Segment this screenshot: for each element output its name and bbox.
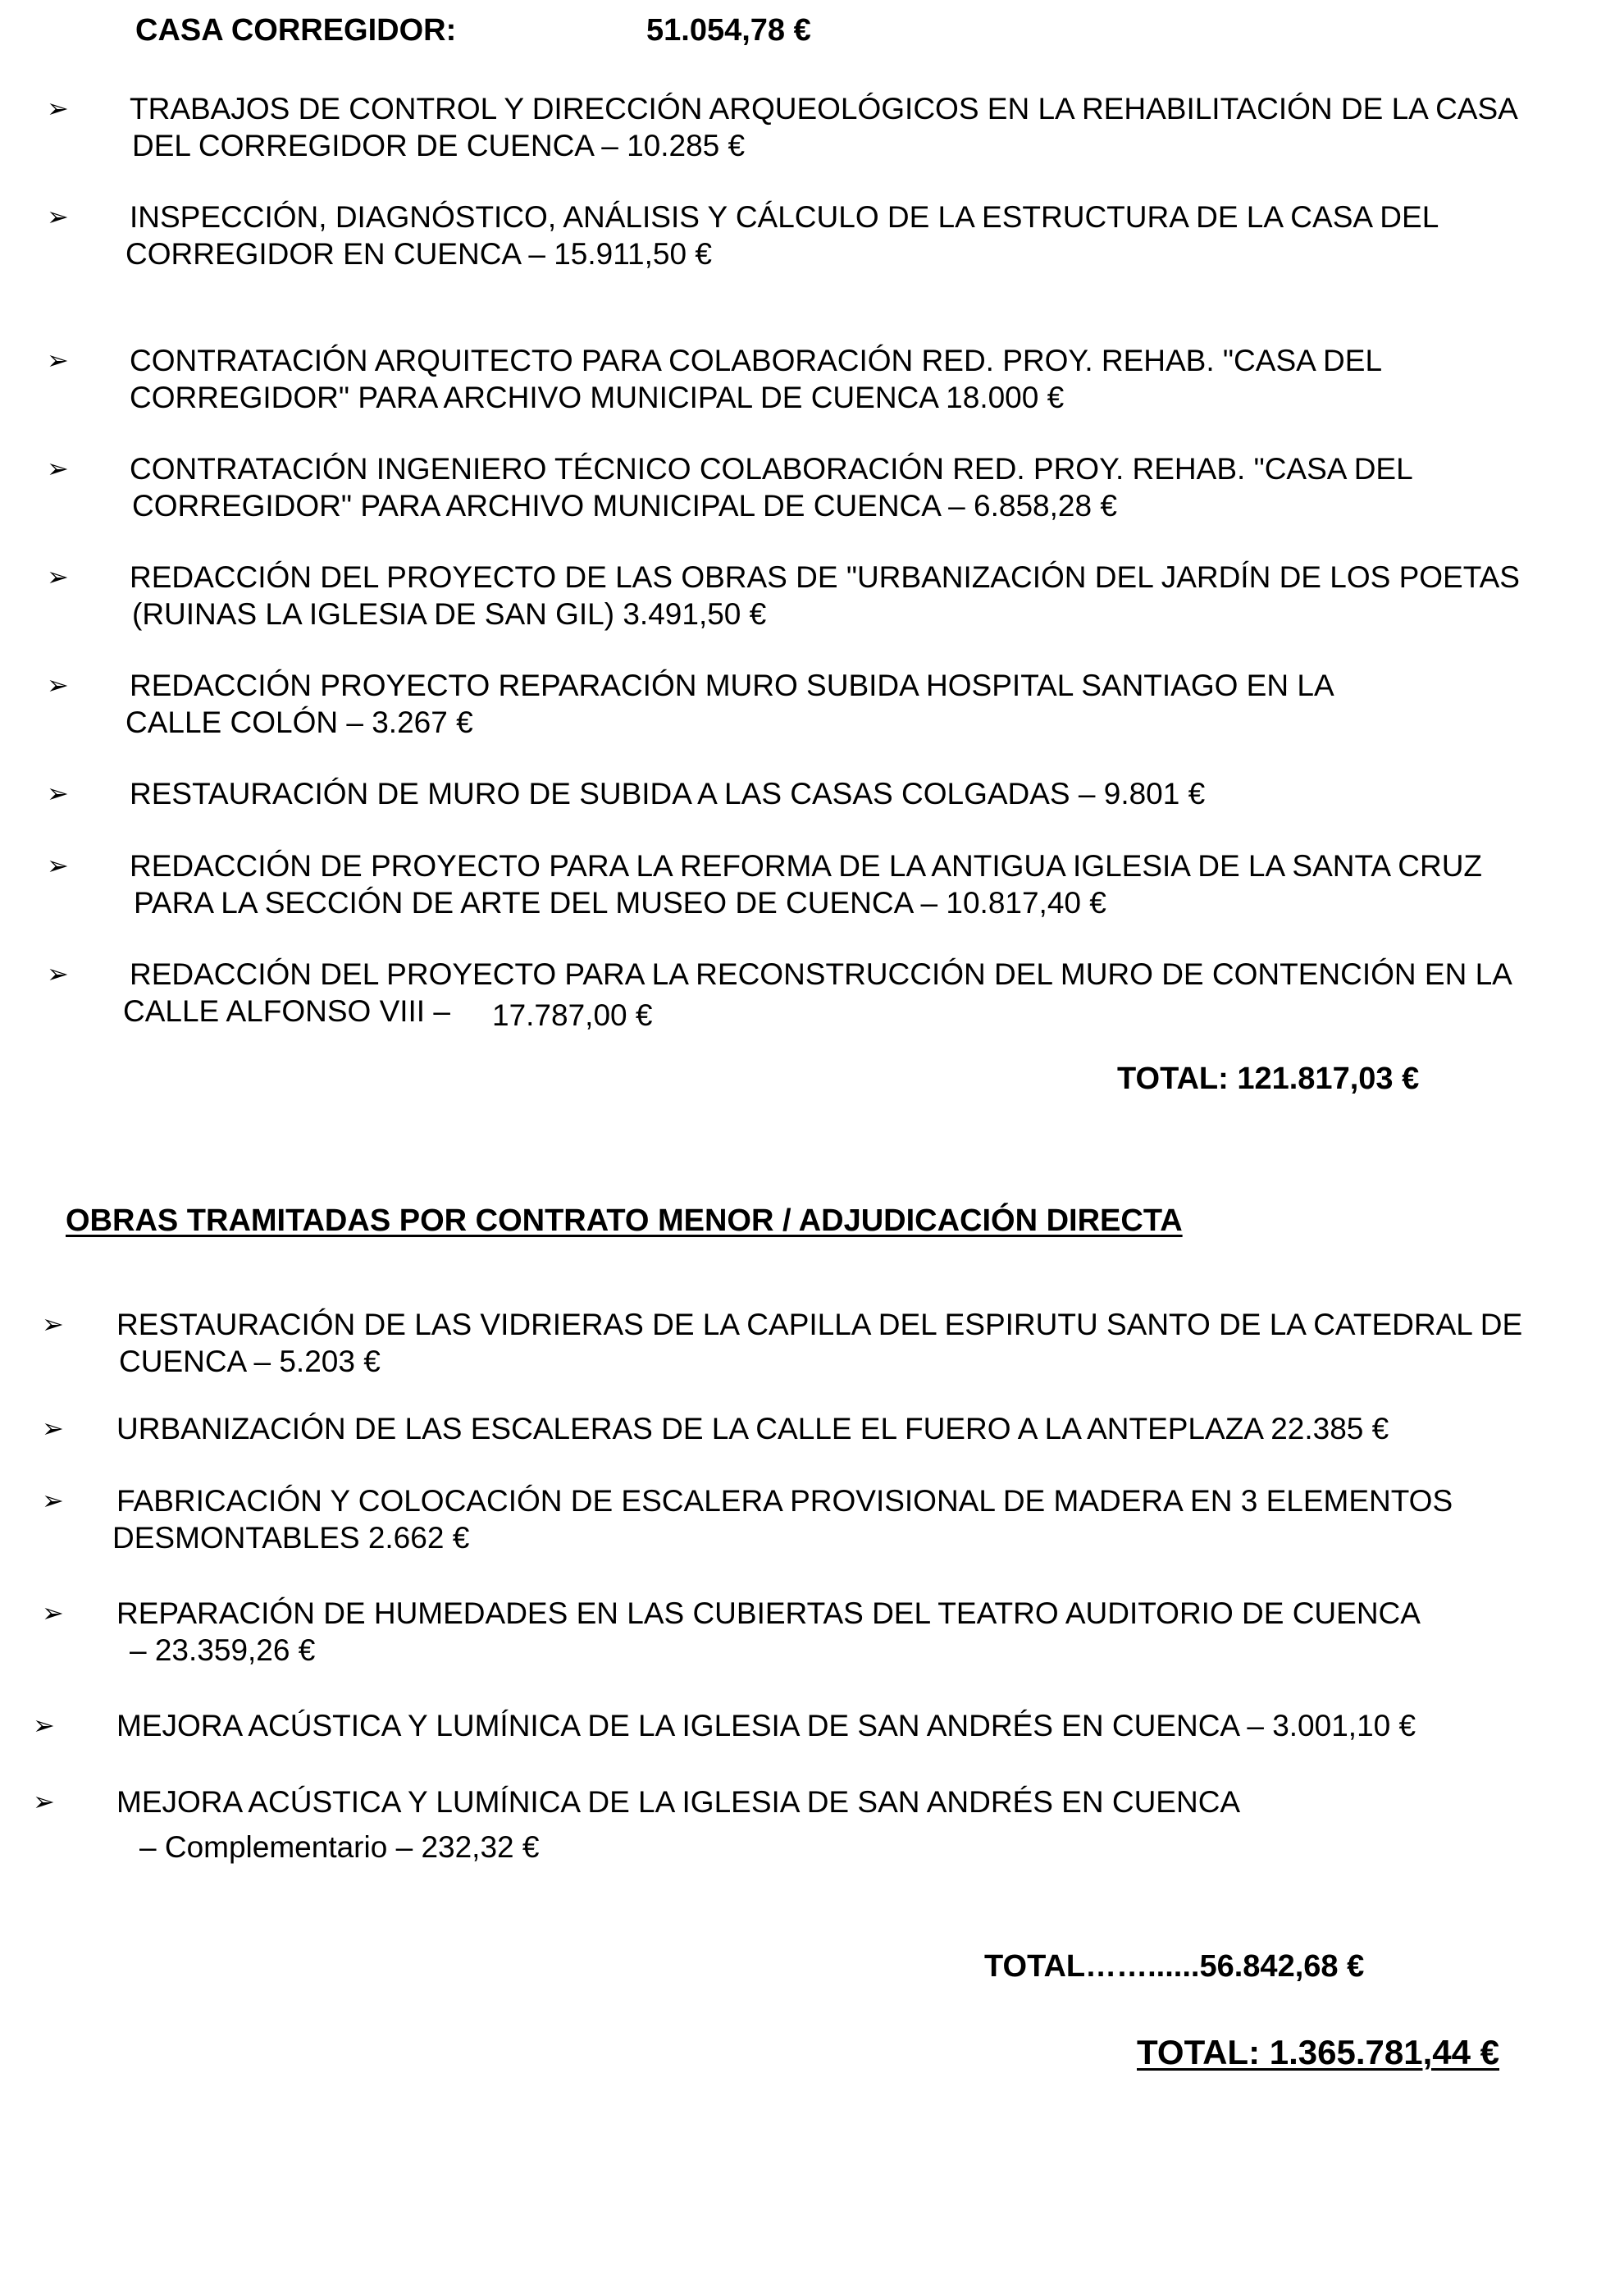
list-item-line1: REDACCIÓN DEL PROYECTO PARA LA RECONSTRUCCIÓN DEL MURO DE CONTENCIÓN EN LA <box>130 957 1512 991</box>
header-label: CASA CORREGIDOR: <box>135 13 457 48</box>
bullet-icon: ➢ <box>47 670 69 700</box>
section2-title: OBRAS TRAMITADAS POR CONTRATO MENOR / ADJUDICACIÓN DIRECTA <box>66 1203 1183 1238</box>
grand-total: TOTAL: 1.365.781,44 € <box>1137 2033 1500 2071</box>
list-item-line1: CONTRATACIÓN INGENIERO TÉCNICO COLABORACIÓN RED. PROY. REHAB. "CASA DEL <box>130 452 1413 486</box>
bullet-icon: ➢ <box>47 851 69 880</box>
bullet-icon: ➢ <box>42 1598 64 1628</box>
bullet-icon: ➢ <box>47 94 69 123</box>
list-item-line2: CALLE ALFONSO VIII – <box>123 994 450 1028</box>
list-item-amount: 17.787,00 € <box>492 998 653 1032</box>
list-item-line2: CUENCA – 5.203 € <box>119 1345 381 1378</box>
header-amount: 51.054,78 € <box>646 13 811 48</box>
section1-total: TOTAL: 121.817,03 € <box>1117 1062 1420 1096</box>
list-item-line2: CORREGIDOR EN CUENCA – 15.911,50 € <box>125 237 712 271</box>
bullet-icon: ➢ <box>42 1486 64 1515</box>
list-item-line1: RESTAURACIÓN DE MURO DE SUBIDA A LAS CASAS COLGADAS – 9.801 € <box>130 777 1206 811</box>
bullet-icon: ➢ <box>47 454 69 483</box>
bullet-icon: ➢ <box>47 345 69 375</box>
bullet-icon: ➢ <box>47 959 69 989</box>
list-item-line2: PARA LA SECCIÓN DE ARTE DEL MUSEO DE CUENCA – 10.817,40 € <box>134 886 1106 920</box>
list-item-line1: MEJORA ACÚSTICA Y LUMÍNICA DE LA IGLESIA DE SAN ANDRÉS EN CUENCA <box>116 1785 1241 1819</box>
bullet-icon: ➢ <box>33 1787 55 1816</box>
list-item-line2: DESMONTABLES 2.662 € <box>112 1521 470 1555</box>
bullet-icon: ➢ <box>47 202 69 231</box>
list-item-line1: REDACCIÓN DEL PROYECTO DE LAS OBRAS DE "URBANIZACIÓN DEL JARDÍN DE LOS POETAS <box>130 560 1520 594</box>
list-item-line1: RESTAURACIÓN DE LAS VIDRIERAS DE LA CAPILLA DEL ESPIRUTU SANTO DE LA CATEDRAL DE <box>116 1308 1523 1341</box>
list-item-line2: (RUINAS LA IGLESIA DE SAN GIL) 3.491,50 € <box>132 597 767 631</box>
list-item-line1: INSPECCIÓN, DIAGNÓSTICO, ANÁLISIS Y CÁLCULO DE LA ESTRUCTURA DE LA CASA DEL <box>130 200 1439 234</box>
list-item-line1: TRABAJOS DE CONTROL Y DIRECCIÓN ARQUEOLÓGICOS EN LA REHABILITACIÓN DE LA CASA <box>130 92 1518 126</box>
section2-total: TOTAL……......56.842,68 € <box>984 1949 1365 1984</box>
list-item-line1: MEJORA ACÚSTICA Y LUMÍNICA DE LA IGLESIA DE SAN ANDRÉS EN CUENCA – 3.001,10 € <box>116 1709 1416 1742</box>
list-item-line2: CALLE COLÓN – 3.267 € <box>125 706 473 739</box>
list-item-line1: REPARACIÓN DE HUMEDADES EN LAS CUBIERTAS DEL TEATRO AUDITORIO DE CUENCA <box>116 1596 1421 1630</box>
list-item-line2: CORREGIDOR" PARA ARCHIVO MUNICIPAL DE CUENCA – 6.858,28 € <box>132 489 1117 523</box>
bullet-icon: ➢ <box>47 779 69 808</box>
list-item-line2: DEL CORREGIDOR DE CUENCA – 10.285 € <box>132 129 746 162</box>
list-item-line2: – Complementario – 232,32 € <box>139 1830 540 1864</box>
list-item-line1: REDACCIÓN DE PROYECTO PARA LA REFORMA DE LA ANTIGUA IGLESIA DE LA SANTA CRUZ <box>130 849 1483 883</box>
list-item-line1: URBANIZACIÓN DE LAS ESCALERAS DE LA CALLE EL FUERO A LA ANTEPLAZA 22.385 € <box>116 1412 1389 1445</box>
list-item-line2: CORREGIDOR" PARA ARCHIVO MUNICIPAL DE CUENCA 18.000 € <box>130 381 1065 414</box>
list-item-line1: CONTRATACIÓN ARQUITECTO PARA COLABORACIÓN RED. PROY. REHAB. "CASA DEL <box>130 344 1383 377</box>
list-item-line2: – 23.359,26 € <box>130 1633 316 1667</box>
bullet-icon: ➢ <box>42 1413 64 1443</box>
bullet-icon: ➢ <box>33 1710 55 1740</box>
bullet-icon: ➢ <box>47 562 69 591</box>
list-item-line1: REDACCIÓN PROYECTO REPARACIÓN MURO SUBIDA HOSPITAL SANTIAGO EN LA <box>130 669 1334 702</box>
bullet-icon: ➢ <box>42 1309 64 1339</box>
list-item-line1: FABRICACIÓN Y COLOCACIÓN DE ESCALERA PROVISIONAL DE MADERA EN 3 ELEMENTOS <box>116 1484 1453 1518</box>
